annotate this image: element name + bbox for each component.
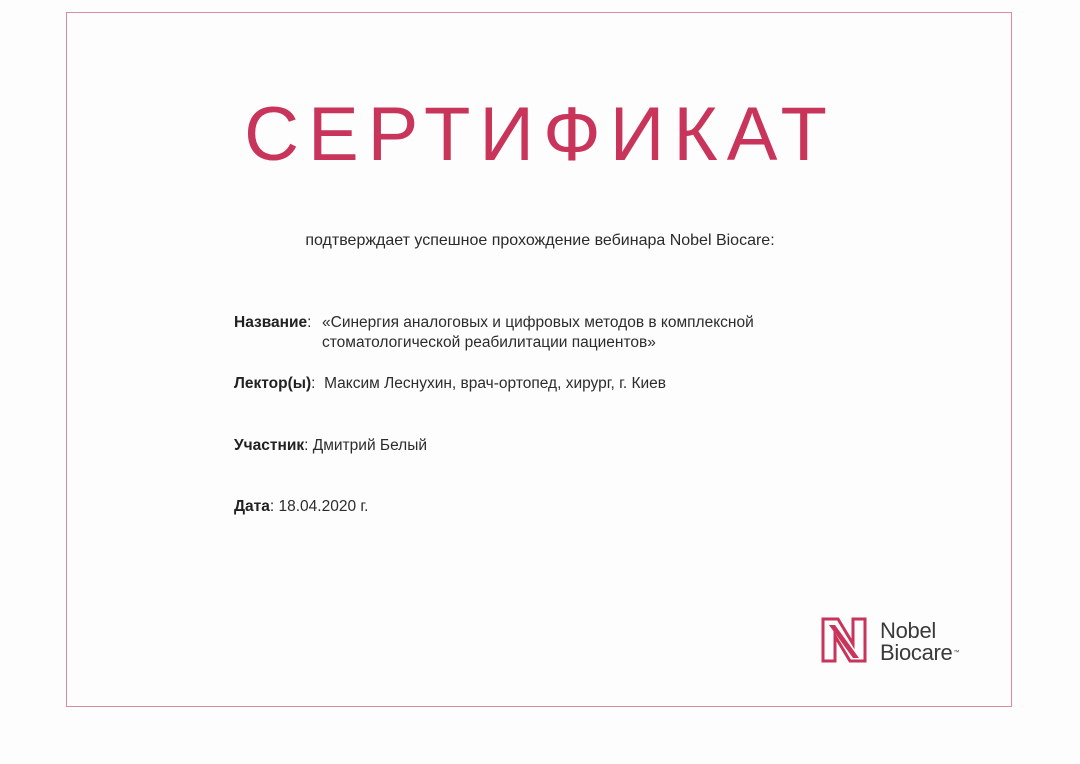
certificate-title: СЕРТИФИКАТ xyxy=(244,92,836,177)
field-date xyxy=(234,497,368,517)
field-separator: : xyxy=(311,375,316,392)
field-separator: : xyxy=(269,498,275,515)
field-label-date: Дата xyxy=(234,498,270,515)
field-webinar-name xyxy=(234,313,754,351)
nobel-biocare-logo xyxy=(820,614,990,668)
logo-wordmark xyxy=(880,620,959,664)
field-participant xyxy=(234,436,427,456)
field-label-lecturer: Лектор(ы) xyxy=(234,375,312,392)
field-separator: : xyxy=(304,437,309,454)
webinar-name-line-1: «Синергия аналоговых и цифровых методов в комплексной xyxy=(322,314,754,331)
field-label-name: Название xyxy=(234,314,308,331)
field-value-date: 18.04.2020 г. xyxy=(278,498,369,515)
field-separator: : xyxy=(307,314,312,331)
field-value-lecturer: Максим Леснухин, врач-ортопед, хирург, г. Киев xyxy=(324,375,667,392)
field-lecturer xyxy=(234,374,666,394)
webinar-name-line-2: стоматологической реабилитации пациентов» xyxy=(322,334,656,351)
logo-word-nobel: Nobel xyxy=(880,618,936,643)
field-value-name xyxy=(322,313,842,353)
field-label-participant: Участник xyxy=(234,437,305,454)
logo-word-biocare: Biocare xyxy=(880,640,953,665)
trademark-symbol: ™ xyxy=(953,650,960,656)
field-value-participant: Дмитрий Белый xyxy=(312,437,428,454)
nobel-n-logo-icon xyxy=(820,616,868,664)
logo-word-biocare-row xyxy=(880,642,959,664)
certificate-subtitle: подтверждает успешное прохождение вебинара Nobel Biocare: xyxy=(305,232,775,249)
